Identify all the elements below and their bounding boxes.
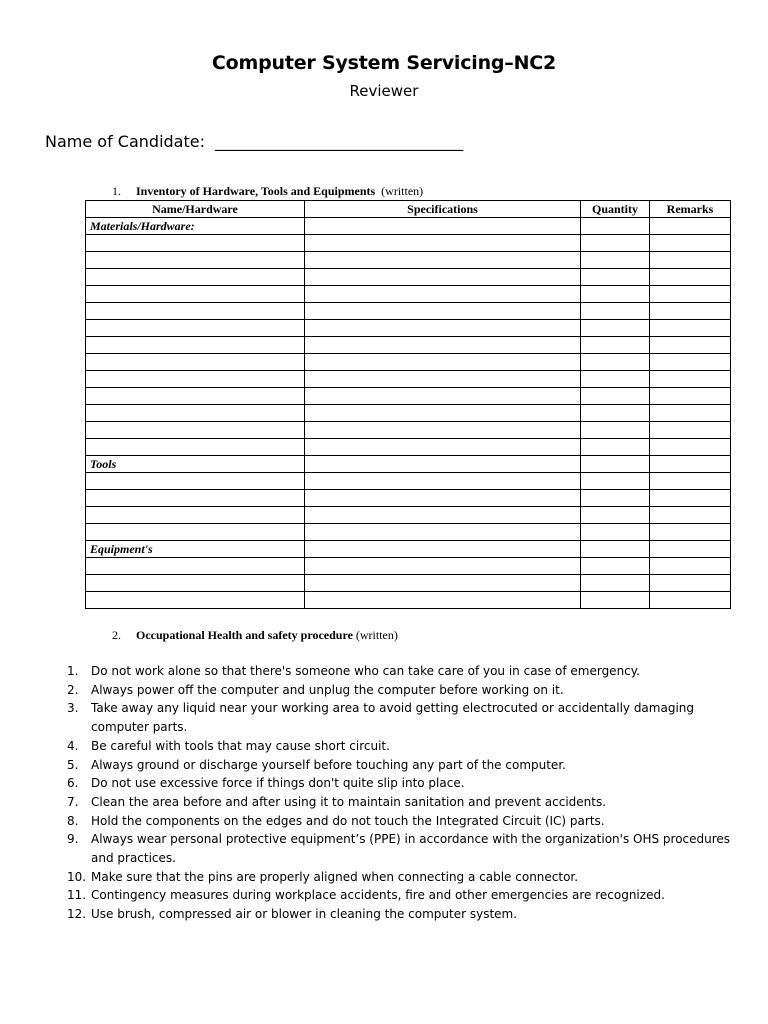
table-cell[interactable] <box>581 439 650 456</box>
category-row-equipment <box>86 541 731 558</box>
list-item <box>45 737 735 756</box>
table-cell[interactable] <box>650 524 731 541</box>
category-row-tools <box>86 456 731 473</box>
table-cell[interactable] <box>86 490 305 507</box>
table-cell[interactable] <box>650 422 731 439</box>
table-cell[interactable] <box>305 354 581 371</box>
table-cell[interactable] <box>650 388 731 405</box>
list-item <box>45 830 735 867</box>
header-quantity: Quantity <box>581 201 650 218</box>
table-cell[interactable] <box>581 303 650 320</box>
table-cell[interactable] <box>305 371 581 388</box>
list-item-number: 9. <box>67 832 79 847</box>
list-item <box>45 793 735 812</box>
table-cell[interactable] <box>86 575 305 592</box>
section-1-title: Inventory of Hardware, Tools and Equipments <box>136 184 376 198</box>
table-cell[interactable] <box>581 524 650 541</box>
list-item-number: 4. <box>67 738 79 753</box>
list-item-text: Be careful with tools that may cause short circuit. <box>91 738 390 753</box>
list-item-text: Always wear personal protective equipment’s (PPE) in accordance with the organization's OHS procedures and practices. <box>91 832 731 866</box>
list-item-number: 12. <box>67 907 87 922</box>
table-row <box>86 507 731 524</box>
table-cell[interactable] <box>305 575 581 592</box>
table-cell[interactable] <box>86 422 305 439</box>
table-cell[interactable] <box>305 388 581 405</box>
table-cell[interactable] <box>581 337 650 354</box>
table-cell[interactable] <box>650 473 731 490</box>
table-cell[interactable] <box>581 320 650 337</box>
table-cell[interactable] <box>305 541 581 558</box>
table-cell[interactable] <box>305 507 581 524</box>
table-cell[interactable] <box>581 252 650 269</box>
table-cell[interactable] <box>305 286 581 303</box>
table-cell[interactable] <box>305 235 581 252</box>
table-cell[interactable] <box>581 269 650 286</box>
table-row <box>86 252 731 269</box>
list-item-number: 11. <box>67 888 87 903</box>
table-row <box>86 524 731 541</box>
table-cell[interactable] <box>581 456 650 473</box>
table-cell[interactable] <box>581 490 650 507</box>
table-cell[interactable] <box>86 558 305 575</box>
list-item-number: 3. <box>67 701 79 716</box>
table-cell[interactable] <box>305 473 581 490</box>
table-cell[interactable] <box>305 490 581 507</box>
list-item-text: Do not use excessive force if things don't quite slip into place. <box>91 776 465 791</box>
table-cell[interactable] <box>650 371 731 388</box>
category-label-equipment: Equipment's <box>86 541 305 558</box>
table-cell[interactable] <box>86 320 305 337</box>
table-cell[interactable] <box>581 507 650 524</box>
table-cell[interactable] <box>650 405 731 422</box>
table-cell[interactable] <box>86 269 305 286</box>
table-cell[interactable] <box>86 371 305 388</box>
table-cell[interactable] <box>581 592 650 609</box>
list-item-text: Clean the area before and after using it to maintain sanitation and prevent accidents. <box>91 794 607 809</box>
table-cell[interactable] <box>650 575 731 592</box>
list-item-text: Always ground or discharge yourself before touching any part of the computer. <box>91 757 566 772</box>
section-1-note: (written) <box>381 184 424 198</box>
list-item <box>45 812 735 831</box>
table-row <box>86 490 731 507</box>
table-cell[interactable] <box>650 269 731 286</box>
table-row <box>86 592 731 609</box>
table-cell[interactable] <box>650 354 731 371</box>
table-cell[interactable] <box>650 320 731 337</box>
table-cell[interactable] <box>581 388 650 405</box>
list-item <box>45 662 735 681</box>
table-cell[interactable] <box>86 337 305 354</box>
table-cell[interactable] <box>650 439 731 456</box>
table-cell[interactable] <box>86 507 305 524</box>
table-cell[interactable] <box>581 422 650 439</box>
section-1-number: 1. <box>112 184 121 198</box>
table-cell[interactable] <box>305 303 581 320</box>
list-item <box>45 886 735 905</box>
list-item-text: Always power off the computer and unplug the computer before working on it. <box>91 682 564 697</box>
category-row-materials <box>86 218 731 235</box>
document-subtitle: Reviewer <box>349 82 419 100</box>
table-cell[interactable] <box>581 405 650 422</box>
list-item <box>45 756 735 775</box>
candidate-label: Name of Candidate: <box>45 132 205 151</box>
table-cell[interactable] <box>305 422 581 439</box>
table-cell[interactable] <box>305 252 581 269</box>
table-row <box>86 405 731 422</box>
table-row <box>86 558 731 575</box>
inventory-table <box>85 200 731 609</box>
ohs-procedure-list <box>45 662 735 924</box>
list-item-number: 8. <box>67 813 79 828</box>
list-item <box>45 774 735 793</box>
table-cell[interactable] <box>86 354 305 371</box>
table-row <box>86 422 731 439</box>
table-cell[interactable] <box>86 388 305 405</box>
header-remarks: Remarks <box>650 201 731 218</box>
table-cell[interactable] <box>650 286 731 303</box>
table-cell[interactable] <box>86 303 305 320</box>
table-row <box>86 269 731 286</box>
table-row <box>86 388 731 405</box>
list-item-number: 5. <box>67 757 79 772</box>
table-cell[interactable] <box>86 235 305 252</box>
table-cell[interactable] <box>305 524 581 541</box>
list-item-number: 1. <box>67 664 79 678</box>
table-cell[interactable] <box>581 286 650 303</box>
list-item <box>45 681 735 700</box>
table-cell[interactable] <box>305 592 581 609</box>
list-item-text: Hold the components on the edges and do not touch the Integrated Circuit (IC) parts. <box>91 813 605 828</box>
table-cell[interactable] <box>86 592 305 609</box>
table-row <box>86 337 731 354</box>
table-cell[interactable] <box>581 235 650 252</box>
section-2-heading <box>112 628 398 643</box>
header-specifications: Specifications <box>305 201 581 218</box>
table-row <box>86 371 731 388</box>
table-header-row <box>86 201 731 218</box>
candidate-name-line <box>45 132 463 151</box>
table-cell[interactable] <box>581 218 650 235</box>
table-row <box>86 354 731 371</box>
list-item <box>45 868 735 887</box>
table-cell[interactable] <box>581 371 650 388</box>
table-cell[interactable] <box>650 592 731 609</box>
table-cell[interactable] <box>650 558 731 575</box>
table-row <box>86 439 731 456</box>
table-cell[interactable] <box>581 558 650 575</box>
table-cell[interactable] <box>581 575 650 592</box>
list-item-text: Do not work alone so that there's someone who can take care of you in case of emergency. <box>91 664 640 678</box>
list-item-number: 7. <box>67 794 79 809</box>
section-1-heading <box>112 184 423 199</box>
table-cell[interactable] <box>86 252 305 269</box>
table-cell[interactable] <box>650 541 731 558</box>
table-cell[interactable] <box>86 524 305 541</box>
table-cell[interactable] <box>305 439 581 456</box>
list-item <box>45 699 735 736</box>
table-row <box>86 473 731 490</box>
list-item-number: 6. <box>67 776 79 791</box>
table-row <box>86 235 731 252</box>
section-2-title: Occupational Health and safety procedure <box>136 628 353 642</box>
table-cell[interactable] <box>86 286 305 303</box>
table-row <box>86 575 731 592</box>
table-cell[interactable] <box>305 218 581 235</box>
document-title: Computer System Servicing–NC2 <box>211 52 557 74</box>
section-2-number: 2. <box>112 628 121 642</box>
table-cell[interactable] <box>86 439 305 456</box>
table-cell[interactable] <box>305 456 581 473</box>
table-cell[interactable] <box>305 337 581 354</box>
category-label-tools: Tools <box>86 456 305 473</box>
table-cell[interactable] <box>650 218 731 235</box>
table-row <box>86 320 731 337</box>
table-cell[interactable] <box>305 269 581 286</box>
list-item-text: Make sure that the pins are properly aligned when connecting a cable connector. <box>91 869 579 884</box>
table-cell[interactable] <box>650 490 731 507</box>
table-cell[interactable] <box>305 320 581 337</box>
category-label-materials: Materials/Hardware: <box>86 218 305 235</box>
table-row <box>86 286 731 303</box>
list-item <box>45 905 735 924</box>
list-item-number: 2. <box>67 682 79 697</box>
table-cell[interactable] <box>650 456 731 473</box>
table-cell[interactable] <box>305 405 581 422</box>
section-2-note: (written) <box>355 628 398 642</box>
table-cell[interactable] <box>305 558 581 575</box>
table-cell[interactable] <box>581 354 650 371</box>
header-name-hardware: Name/Hardware <box>86 201 305 218</box>
table-cell[interactable] <box>86 473 305 490</box>
list-item-number: 10. <box>67 869 87 884</box>
list-item-text: Take away any liquid near your working area to avoid getting electrocuted or accidentally damaging computer parts. <box>91 701 695 735</box>
table-row <box>86 303 731 320</box>
candidate-blank: _______________________________ <box>215 132 464 151</box>
table-cell[interactable] <box>86 405 305 422</box>
table-cell[interactable] <box>650 252 731 269</box>
table-cell[interactable] <box>650 303 731 320</box>
table-cell[interactable] <box>650 337 731 354</box>
table-cell[interactable] <box>650 507 731 524</box>
table-cell[interactable] <box>650 235 731 252</box>
table-cell[interactable] <box>581 473 650 490</box>
list-item-text: Use brush, compressed air or blower in cleaning the computer system. <box>91 907 518 922</box>
table-cell[interactable] <box>581 541 650 558</box>
list-item-text: Contingency measures during workplace accidents, fire and other emergencies are recognized. <box>91 888 665 903</box>
